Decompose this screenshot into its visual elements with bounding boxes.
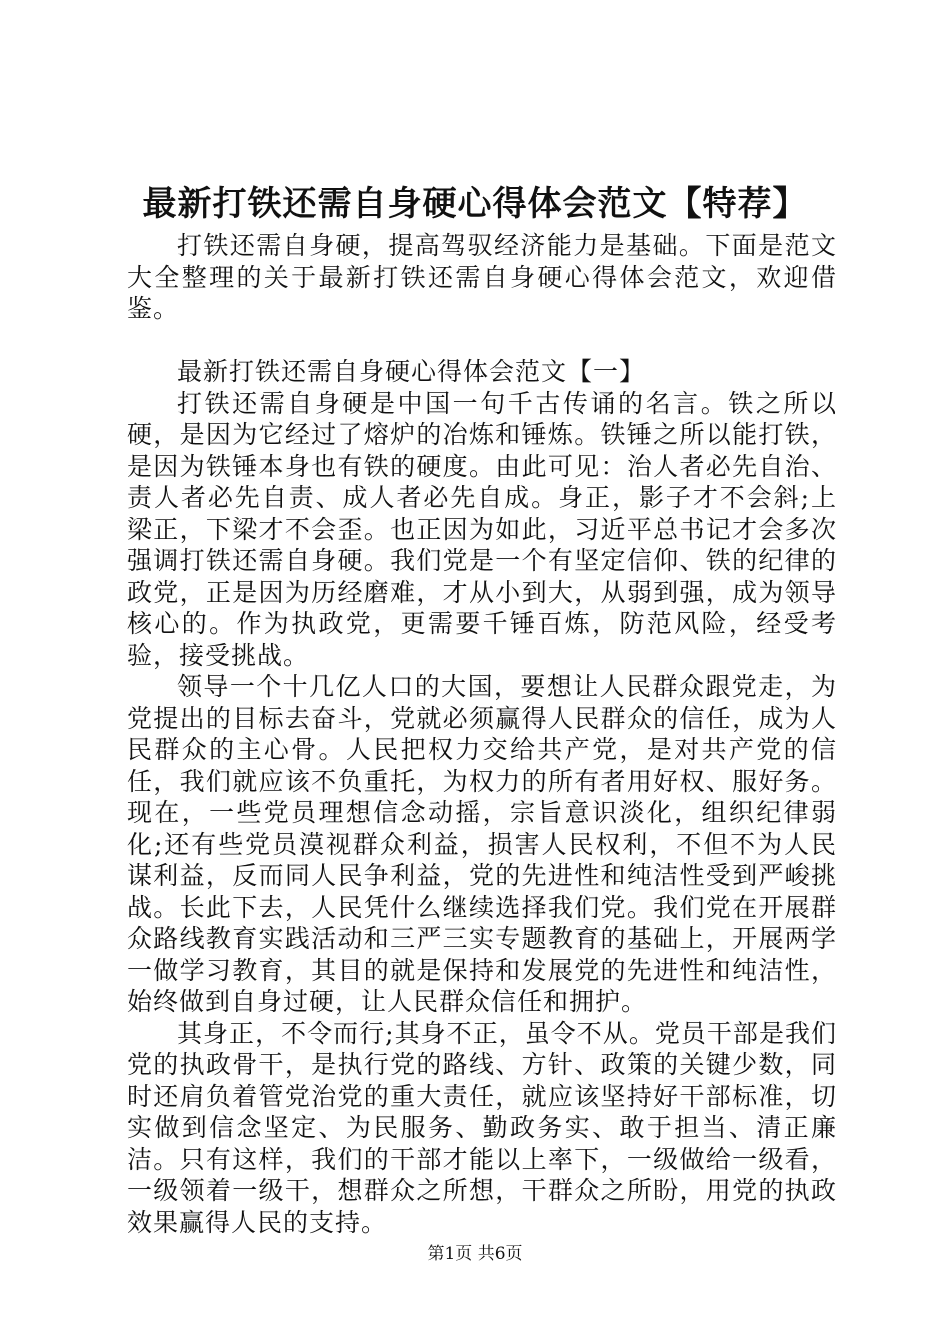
document-body xyxy=(127,230,837,1238)
body-paragraph-1: 打铁还需自身硬是中国一句千古传诵的名言。铁之所以硬，是因为它经过了熔炉的冶炼和锤炼。铁锤之所以能打铁，是因为铁锤本身也有铁的硬度。由此可见：治人者必先自治、责人者必先自责、成人者必先自成。身正，影子才不会斜;上梁正，下梁才不会歪。也正因为如此，习近平总书记才会多次强调打铁还需自身硬。我们党是一个有坚定信仰、铁的纪律的政党，正是因为历经磨难，才从小到大，从弱到强，成为领导核心的。作为执政党，更需要千锤百炼，防范风险，经受考验，接受挑战。 xyxy=(127,388,837,670)
section-heading: 最新打铁还需自身硬心得体会范文【一】 xyxy=(177,357,646,386)
body-paragraph-2: 领导一个十几亿人口的大国，要想让人民群众跟党走，为党提出的目标去奋斗，党就必须赢得人民群众的信任，成为人民群众的主心骨。人民把权力交给共产党，是对共产党的信任，我们就应该不负重托，为权力的所有者用好权、服好务。现在，一些党员理想信念动摇，宗旨意识淡化，组织纪律弱化;还有些党员漠视群众利益，损害人民权利，不但不为人民谋利益，反而同人民争利益，党的先进性和纯洁性受到严峻挑战。长此下去，人民凭什么继续选择我们党。我们党在开展群众路线教育实践活动和三严三实专题教育的基础上，开展两学一做学习教育，其目的就是保持和发展党的先进性和纯洁性，始终做到自身过硬，让人民群众信任和拥护。 xyxy=(127,672,837,1016)
body-paragraph-3: 其身正，不令而行;其身不正，虽令不从。党员干部是我们党的执政骨干，是执行党的路线、方针、政策的关键少数，同时还肩负着管党治党的重大责任，就应该坚持好干部标准，切实做到信念坚定、为民服务、勤政务实、敢于担当、清正廉洁。只有这样，我们的干部才能以上率下，一级做给一级看，一级领着一级干，想群众之所想，干群众之所盼，用党的执政效果赢得人民的支持。 xyxy=(127,1018,837,1237)
page-footer: 第1页 共6页 xyxy=(427,1244,523,1264)
document-title: 最新打铁还需自身硬心得体会范文【特荐】 xyxy=(142,184,808,224)
blank-line xyxy=(127,325,837,357)
intro-paragraph: 打铁还需自身硬，提高驾驭经济能力是基础。下面是范文大全整理的关于最新打铁还需自身硬心得体会范文，欢迎借鉴。 xyxy=(127,231,837,323)
